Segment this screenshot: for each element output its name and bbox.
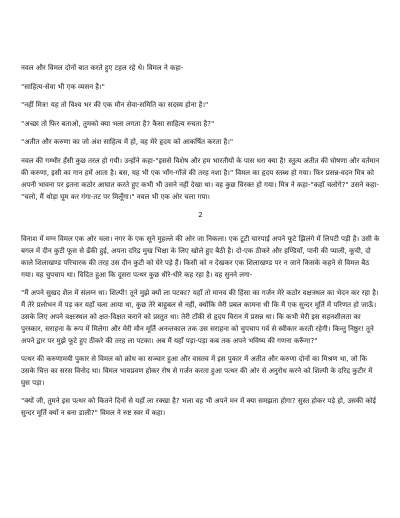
page-number: 2 [198, 211, 203, 219]
paragraph: "अच्छा तो फिर बताओ, तुमको क्या भला लगता है? कैसा साहित्य रुचता है?" [21, 119, 215, 128]
paragraph: "साहित्य-सेवा भी एक व्यसन है।" [21, 82, 105, 91]
paragraph: नवल की गम्भीर हँसी कुछ तरल हो गयी। उन्होंने कहा-"इससे विशेष और हम भारतीयों के पास धरा क्या है! स्तुत्य अतीत की घोषणा और वर्तमान की करुणा, इसी का गान हमें आता है। बस, यह भी एक भाँग-गाँजे की तरह नशा है।" विमल का हृदय स्तब्ध हो गया। फिर प्रसन्न-वदन मित्र को अपनी भावना पर इतना कठोर आघात करते हुए कभी भी उसने नहीं देखा था। वह कुछ विरक्त हो गया। मित्र ने कहा-"कहाँ चलोगे?" उसने कहा-"चलो, मैं थोड़ा घूम कर गंगा-तट पर मिलूँगा।" नवल भी एक ओर चला गया। [21, 156, 380, 201]
paragraph: "अतीत और करुणा का जो अंश साहित्य में हो, वह मेरे हृदय को आकर्षित करता है।" [21, 138, 234, 146]
paragraph: "मैं अपने सुखद शैल में संलग्न था। शिल्पी! तूने मुझे क्यों ला पटका? यहाँ तो मानव की हिंसा का गर्जन मेरे कठोर वक्षःस्थल का भेदन कर रहा है। मैं तेरे प्रलोभन में पड़ कर यहाँ चला आया था, कुछ तेरे बाहुबल से नहीं, क्योंकि मेरी प्रबल कामना थी कि मैं एक सुन्दर मूर्ति में परिणत हो जाऊँ। उसके लिए अपने वक्षःस्थल को क्षत-विक्षत कराने को प्रस्तुत था। तेरी टाँकी से हृदय विरान में प्रसन्न था। कि कभी मेरी इस सहनशीलता का पुरस्कार, सराहना के रूप में मिलेगा और मेरी मौन मूर्ति अनन्तकाल तक उस सराहना को चुपचाप गर्व से स्वीकार करती रहेगी। किन्तु निष्ठुर! तूने अपने द्वार पर मुझे फूटे हुए ठीकरे की तरह ला पटका। अब मैं यहाँ पड़ा-पड़ा कब तक अपने भविष्य की गणना करूँगा?" [21, 289, 379, 345]
paragraph: "नहीं मित्र! यह तो विश्व भर की एक मौन सेवा-समिति का सदस्य होना है।" [21, 101, 209, 109]
section-two [21, 233, 380, 419]
section-one [21, 62, 380, 203]
paragraph: विनाश में मग्न विमल एक ओर चला। नगर के एक सूने मुहल्ले की ओर जा निकला। एक टूटी चारपाई अपने फूटे झिलंगे में लिपटी पड़ी है। उसी के बगल में दीन कुटी फूस से ढँकी हुई, अपना दरिद्र मुख भिक्षा के लिए खोले हुए बैठी है। दो-एक ठीकरे और हण्डियाँ, पानी की प्याली, कूची, दो काले शिलाखण्ड परिचारक की तरह उस दीन कुटी को घेरे पड़े हैं। किसी को न देखकर एक शिलाखण्ड पर न जाने किसके कहने से विमल बैठ गया। यह चुपचाप था। विदित हुआ कि दूसरा पत्थर कुछ धीरे-धीरे कह रहा है। वह सुनने लगा- [21, 235, 380, 279]
paragraph: "क्यों जी, तुमने इस पत्थर को कितने दिनों से यहाँ ला रक्खा है? भला वह भी अपने मन में क्या समझता होगा? सुस्त होकर पड़े हो, उसकी कोई सुन्दर मूर्ति क्यों न बना डाली?" विमल ने रुष्ट स्वर में कहा। [21, 397, 376, 417]
paragraph: नवल और विमल दोनों बात करते हुए टहल रहे थे। विमल ने कहा- [21, 64, 184, 72]
paragraph: पत्थर की करुणामयी पुकार से विमल को क्रोध का सञ्चार हुआ और वास्तव में इस पुकार में अतीत और करुणा दोनों का मिश्रण था, जो कि उसके चित्त का सरस विनोद था। विमल भावप्रवण होकर रोष से गर्जन करता हुआ पत्थर की ओर से अनुरोध करने को शिल्पी के दरिद्र कुटीर में घुस पड़ा। [21, 355, 373, 387]
